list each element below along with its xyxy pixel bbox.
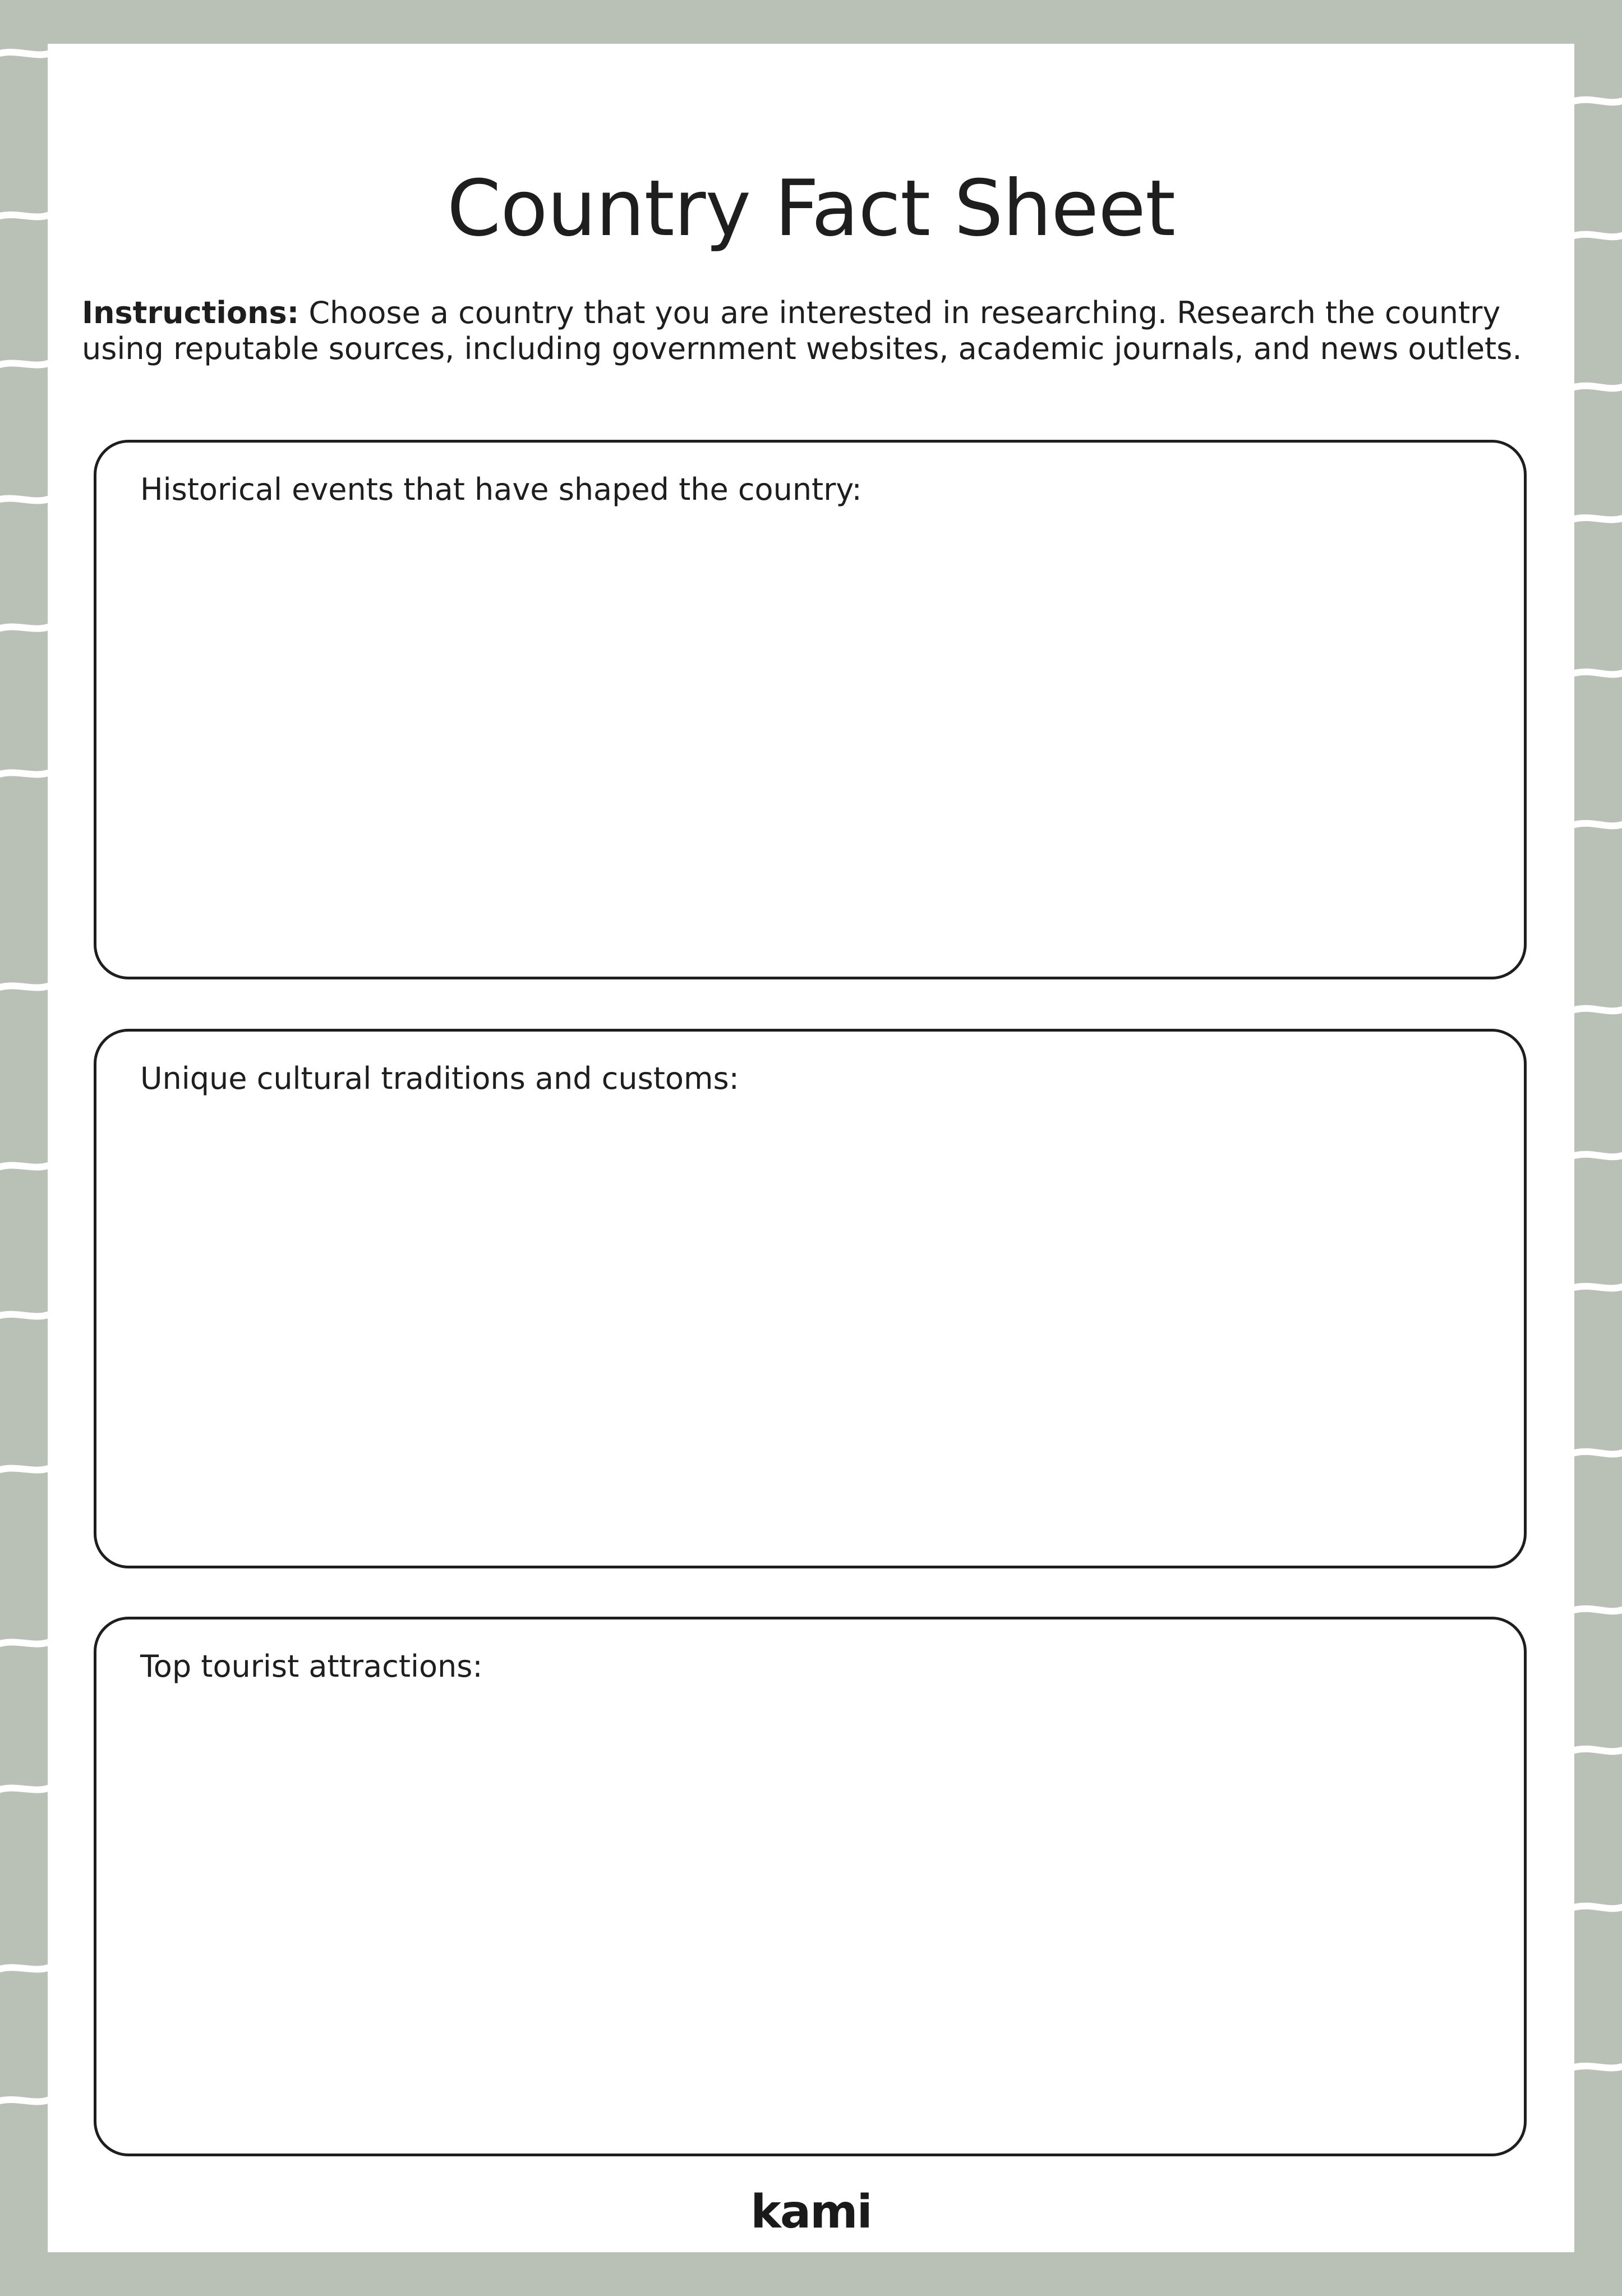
culture-answer-box[interactable]	[94, 1029, 1527, 1568]
border-stripe	[1574, 1009, 1622, 1011]
border-stripe	[1574, 1749, 1622, 1752]
border-stripe	[0, 498, 48, 500]
border-stripe	[0, 52, 48, 55]
history-answer-box[interactable]	[94, 440, 1527, 979]
worksheet-page	[48, 44, 1574, 2252]
kami-logo: kami	[750, 2185, 872, 2239]
instructions-text: Choose a country that you are interested in researching. Research the country using reputable sources, including government websites, academic journals, and news outlets.	[82, 295, 1522, 366]
border-stripe	[1574, 1154, 1622, 1157]
attractions-box-label: Top tourist attractions:	[140, 1649, 483, 1684]
border-stripe	[0, 627, 48, 628]
border-stripe	[1574, 234, 1622, 237]
border-stripe	[1574, 1906, 1622, 1909]
border-stripe	[1574, 672, 1622, 675]
border-stripe	[1574, 100, 1622, 103]
border-stripe	[0, 363, 48, 365]
instructions-lead: Instructions:	[82, 295, 299, 330]
border-stripe	[1574, 1609, 1622, 1612]
history-box-label: Historical events that have shaped the country:	[140, 472, 862, 507]
border-stripe	[0, 1788, 48, 1789]
border-stripe	[0, 772, 48, 774]
border-stripe	[0, 1642, 48, 1644]
attractions-answer-box[interactable]	[94, 1617, 1527, 2156]
instructions	[82, 295, 1563, 367]
border-stripe	[0, 215, 48, 217]
border-stripe	[1574, 823, 1622, 826]
border-stripe	[0, 1314, 48, 1317]
border-stripe	[1574, 518, 1622, 520]
border-stripe	[0, 1468, 48, 1470]
border-stripe	[1574, 2066, 1622, 2068]
border-stripe	[1574, 1452, 1622, 1455]
border-stripe	[0, 2100, 48, 2102]
culture-box-label: Unique cultural traditions and customs:	[140, 1061, 739, 1096]
page-title: Country Fact Sheet	[446, 163, 1176, 254]
border-stripe	[1574, 386, 1622, 389]
border-stripe	[0, 986, 48, 987]
border-stripe	[0, 1165, 48, 1167]
border-stripe	[1574, 1286, 1622, 1289]
border-stripe	[0, 1967, 48, 1969]
